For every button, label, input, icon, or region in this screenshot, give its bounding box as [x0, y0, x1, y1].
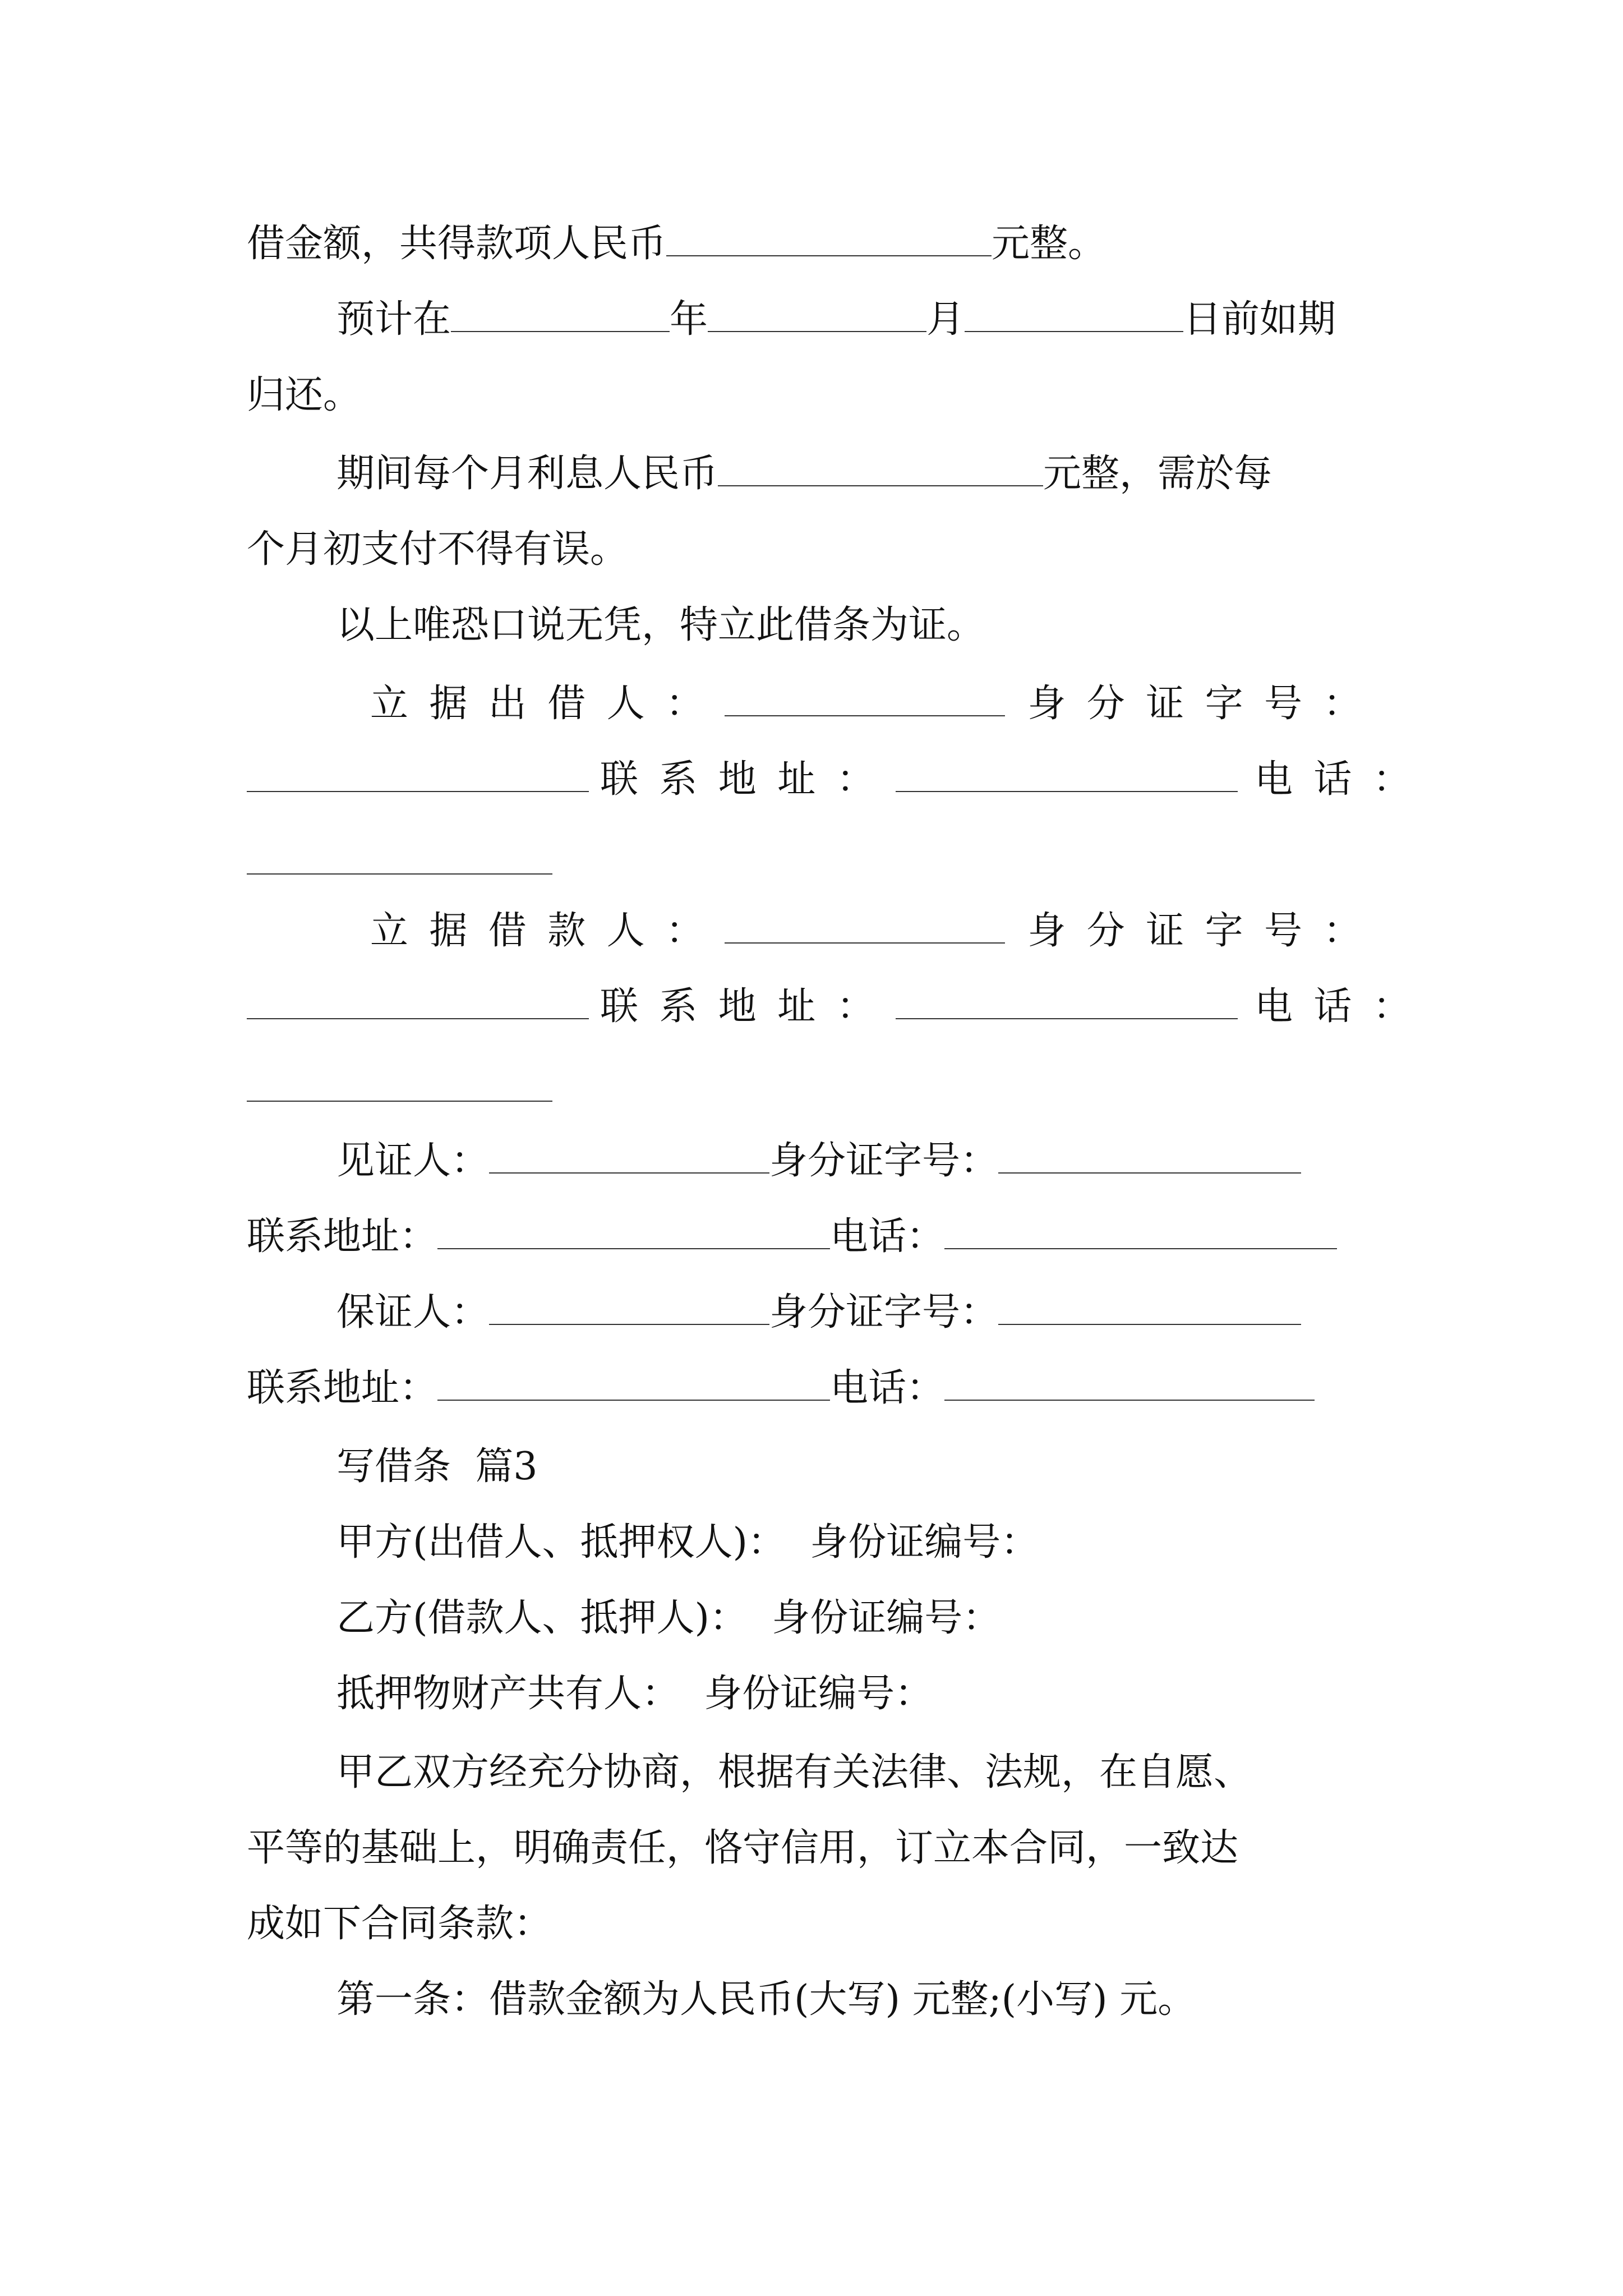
year-label: 年	[670, 297, 708, 342]
borrower-blank	[725, 911, 1005, 944]
section-title: 写借条 篇3	[336, 1444, 538, 1489]
borrower-label: 立据借款人：	[370, 909, 725, 953]
agreement-text-2: 平等的基础上，明确责任，恪守信用，订立本合同，一致达	[247, 1826, 1239, 1870]
witness-blank	[489, 1141, 769, 1174]
witness-id-label: 身分证字号：	[769, 1139, 999, 1183]
interest-label: 期间每个月利息人民币	[336, 452, 718, 496]
borrower-contact-line	[247, 982, 1432, 1032]
yuan-suffix: 元整。	[992, 222, 1106, 266]
witness-address-label: 联系地址：	[247, 1214, 438, 1259]
article-one-text: 第一条：借款金额为人民币(大写) 元整;(小写) 元。	[336, 1977, 1196, 2022]
lender-phone-label: 电话：	[1255, 757, 1432, 802]
guarantor-address-blank	[437, 1368, 830, 1401]
guarantor-id-blank	[998, 1292, 1301, 1325]
interest-note: 个月初支付不得有误。	[247, 527, 629, 572]
lender-phone-blank	[247, 872, 552, 875]
guarantor-id-label: 身分证字号：	[769, 1290, 999, 1335]
borrower-phone-label: 电话：	[1255, 984, 1432, 1029]
interest-suffix: 元整，需於每	[1043, 452, 1272, 496]
guarantor-blank	[489, 1292, 769, 1325]
witness-phone-blank	[944, 1217, 1337, 1249]
co-owner-text: 抵押物财产共有人： 身份证编号：	[336, 1672, 933, 1716]
borrower-id-blank	[247, 987, 589, 1019]
guarantor-label: 保证人：	[336, 1290, 490, 1335]
witness-contact-line	[247, 1212, 1337, 1262]
party-b-text: 乙方(借款人、抵押人)： 身份证编号：	[336, 1596, 1001, 1640]
party-b-line	[336, 1593, 1000, 1644]
witness-line	[336, 1136, 1301, 1186]
lender-id-blank	[247, 760, 589, 792]
month-blank	[708, 300, 926, 332]
lender-line	[370, 679, 1382, 729]
agreement-line-2	[247, 1823, 1238, 1874]
interest-blank	[718, 454, 1043, 486]
witness-id-blank	[998, 1141, 1301, 1174]
guarantor-contact-line	[247, 1363, 1315, 1414]
borrower-address-label: 联系地址：	[600, 984, 896, 1029]
loan-amount-blank	[666, 224, 992, 256]
month-label: 月	[926, 297, 965, 342]
guarantor-address-label: 联系地址：	[247, 1366, 438, 1410]
lender-address-label: 联系地址：	[600, 757, 896, 802]
repay-date-label: 预计在	[336, 297, 451, 342]
lender-blank	[725, 684, 1005, 716]
proof-line	[336, 600, 985, 651]
loan-amount-line	[247, 219, 1106, 269]
lender-address-blank	[896, 760, 1238, 792]
section-heading	[336, 1442, 538, 1492]
year-blank	[451, 300, 670, 332]
guarantor-line	[336, 1287, 1301, 1338]
agreement-text-3: 成如下合同条款：	[247, 1902, 552, 1946]
borrower-phone-blank	[247, 1099, 552, 1102]
agreement-line-1	[336, 1747, 1252, 1798]
agreement-line-3	[247, 1899, 552, 1949]
proof-text: 以上唯恐口说无凭，特立此借条为证。	[336, 603, 985, 647]
guarantor-phone-label: 电话：	[830, 1366, 945, 1410]
guarantor-phone-blank	[944, 1368, 1315, 1401]
party-a-line	[336, 1517, 1039, 1568]
repay-date-line	[336, 295, 1336, 345]
day-label: 日前如期	[1183, 297, 1336, 342]
interest-note-line	[247, 524, 628, 575]
lender-contact-line	[247, 754, 1432, 805]
party-a-text: 甲方(出借人、抵押权人)： 身份证编号：	[336, 1520, 1039, 1565]
repay-text-line	[247, 370, 361, 421]
interest-line	[336, 449, 1272, 499]
witness-label: 见证人：	[336, 1139, 490, 1183]
article-one-line	[336, 1975, 1196, 2025]
borrower-line	[370, 906, 1382, 956]
lender-id-label: 身分证字号：	[1027, 682, 1382, 726]
co-owner-line	[336, 1669, 933, 1719]
lender-label: 立据出借人：	[370, 682, 725, 726]
loan-amount-label: 借金额，共得款项人民币	[247, 222, 667, 266]
day-blank	[965, 300, 1183, 332]
witness-phone-label: 电话：	[830, 1214, 945, 1259]
repay-text: 归还。	[247, 373, 362, 417]
witness-address-blank	[437, 1217, 830, 1249]
borrower-id-label: 身分证字号：	[1027, 909, 1382, 953]
borrower-address-blank	[896, 987, 1238, 1019]
agreement-text-1: 甲乙双方经充分协商，根据有关法律、法规，在自愿、	[336, 1750, 1252, 1795]
